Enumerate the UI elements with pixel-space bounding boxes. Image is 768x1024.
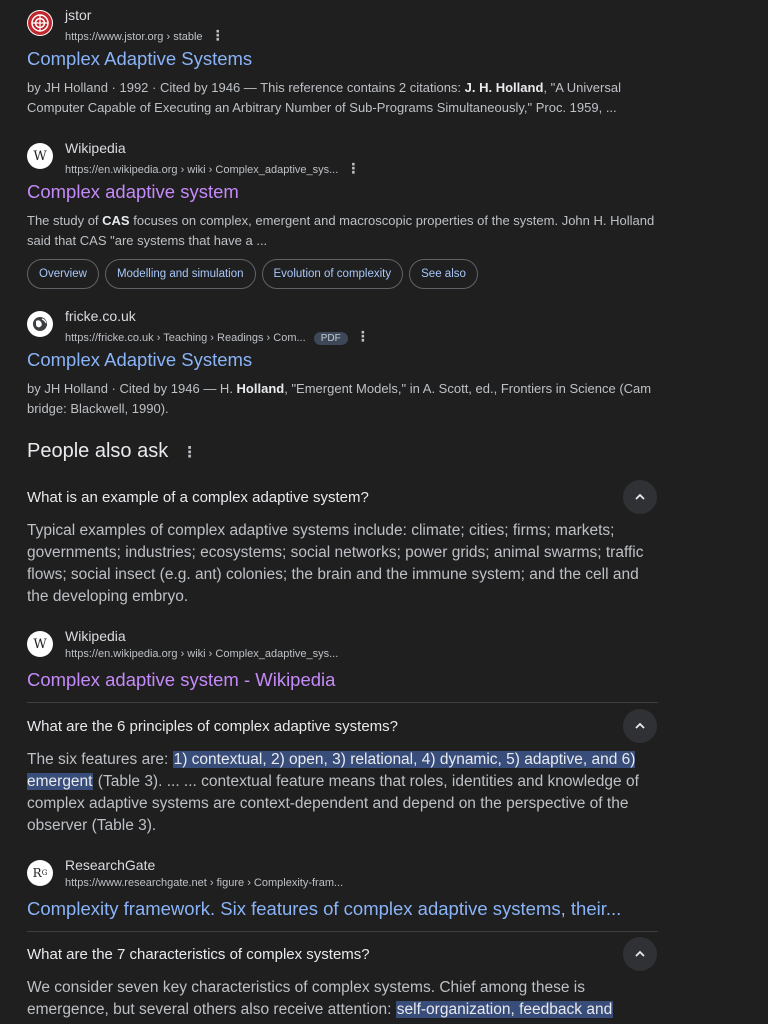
- wikipedia-logo-icon: W: [27, 143, 53, 169]
- chevron-up-icon[interactable]: [623, 937, 657, 971]
- source-title-link[interactable]: Complex adaptive system - Wikipedia: [27, 669, 336, 690]
- result-title-link[interactable]: Complex Adaptive Systems: [27, 48, 253, 69]
- sitelink-overview[interactable]: Overview: [27, 259, 99, 289]
- site-name: ResearchGate: [65, 857, 156, 873]
- more-options-icon[interactable]: ⋮: [210, 27, 225, 43]
- divider: [27, 931, 658, 932]
- highlighted-answer: 1) contextual, 2) open, 3) relational, 4) dynamic, 5) adaptive, and 6) emergent: [27, 751, 636, 790]
- question-text: What is an example of a complex adaptive system?: [27, 488, 369, 506]
- site-url: https://en.wikipedia.org › wiki › Complex_adaptive_sys...: [65, 164, 339, 176]
- paa-answer-1: Typical examples of complex adaptive systems include: climate; cities; firms; markets; governments; industries; ecosystems; social networks; power grids; animal swarms; traffic flows; social insect (e.g. ant) colonies; the brain and the immune system; and the cell and the developing embryo.: [27, 522, 644, 605]
- site-url: https://www.jstor.org › stable: [65, 31, 203, 43]
- more-options-icon[interactable]: ⋮: [355, 328, 370, 344]
- highlighted-answer: self-organization, feedback and: [396, 1001, 613, 1018]
- paa-answer-3: We consider seven key characteristics of complex systems. Chief among these is emergence, but several others also receive attention: self-organization, feedback and: [27, 979, 613, 1018]
- search-result-fricke: [27, 308, 657, 419]
- result-snippet: The study of CAS focuses on complex, emergent and macroscopic properties of the system. John H. Holland said that CAS "are systems that have a ...: [27, 213, 655, 248]
- globe-icon: [27, 311, 53, 337]
- result-source[interactable]: [27, 857, 657, 897]
- chevron-up-icon[interactable]: [623, 480, 657, 514]
- sitelinks: [27, 259, 657, 289]
- question-text: What are the 6 principles of complex adaptive systems?: [27, 717, 399, 735]
- pdf-badge: PDF: [314, 332, 348, 345]
- researchgate-logo-icon: R G: [27, 860, 53, 886]
- sitelink-see-also[interactable]: See also: [409, 259, 478, 289]
- site-url: https://en.wikipedia.org › wiki › Complex_adaptive_sys...: [65, 648, 339, 660]
- result-snippet: by JH Holland · 1992 · Cited by 1946 — This reference contains 2 citations: J. H. Holland, "A Universal Computer Capable of Executing an Arbitrary Number of Sub-Programs Simultaneously," Proc. 1959, ...: [27, 80, 621, 115]
- people-also-ask-heading: People also ask ⋮: [27, 440, 198, 462]
- site-name: jstor: [65, 7, 92, 23]
- sitelink-modelling-and-simulation[interactable]: Modelling and simulation: [105, 259, 256, 289]
- wikipedia-logo-icon: W: [27, 631, 53, 657]
- result-title-link[interactable]: Complex Adaptive Systems: [27, 349, 253, 370]
- source-title-link[interactable]: Complexity framework. Six features of complex adaptive systems, their...: [27, 898, 622, 919]
- result-source[interactable]: [27, 7, 657, 47]
- site-name: Wikipedia: [65, 628, 126, 644]
- paa-source-1: [27, 628, 657, 692]
- paa-question-1[interactable]: [27, 481, 657, 513]
- divider: [27, 702, 658, 703]
- site-name: fricke.co.uk: [65, 308, 136, 324]
- site-name: Wikipedia: [65, 140, 126, 156]
- result-snippet: by JH Holland · Cited by 1946 — H. Holland, "Emergent Models," in A. Scott, ed., Frontiers in Science (Cam bridge: Blackwell, 1990).: [27, 381, 652, 416]
- paa-answer-2: The six features are: 1) contextual, 2) open, 3) relational, 4) dynamic, 5) adaptive, and 6) emergent (Table 3). ... ... contextual feature means that roles, identities and knowledge of complex adaptive systems are context-dependent and depend on the perspective of the observer (Table 3).: [27, 751, 639, 834]
- result-source[interactable]: [27, 308, 657, 348]
- site-url: https://www.researchgate.net › figure › Complexity-fram...: [65, 877, 344, 889]
- result-title-link[interactable]: Complex adaptive system: [27, 181, 239, 202]
- more-options-icon[interactable]: ⋮: [182, 443, 198, 461]
- more-options-icon[interactable]: ⋮: [346, 160, 361, 176]
- result-source[interactable]: [27, 140, 657, 180]
- search-result-wikipedia: [27, 140, 657, 289]
- result-source[interactable]: [27, 628, 657, 668]
- paa-question-2[interactable]: [27, 710, 657, 742]
- sitelink-evolution-of-complexity[interactable]: Evolution of complexity: [262, 259, 404, 289]
- chevron-up-icon[interactable]: [623, 709, 657, 743]
- jstor-logo-icon: [27, 10, 53, 36]
- search-result-jstor: [27, 7, 657, 118]
- site-url: https://fricke.co.uk › Teaching › Readings › Com...: [65, 332, 306, 344]
- paa-source-2: [27, 857, 657, 921]
- paa-question-3[interactable]: [27, 938, 657, 970]
- question-text: What are the 7 characteristics of complex systems?: [27, 945, 370, 963]
